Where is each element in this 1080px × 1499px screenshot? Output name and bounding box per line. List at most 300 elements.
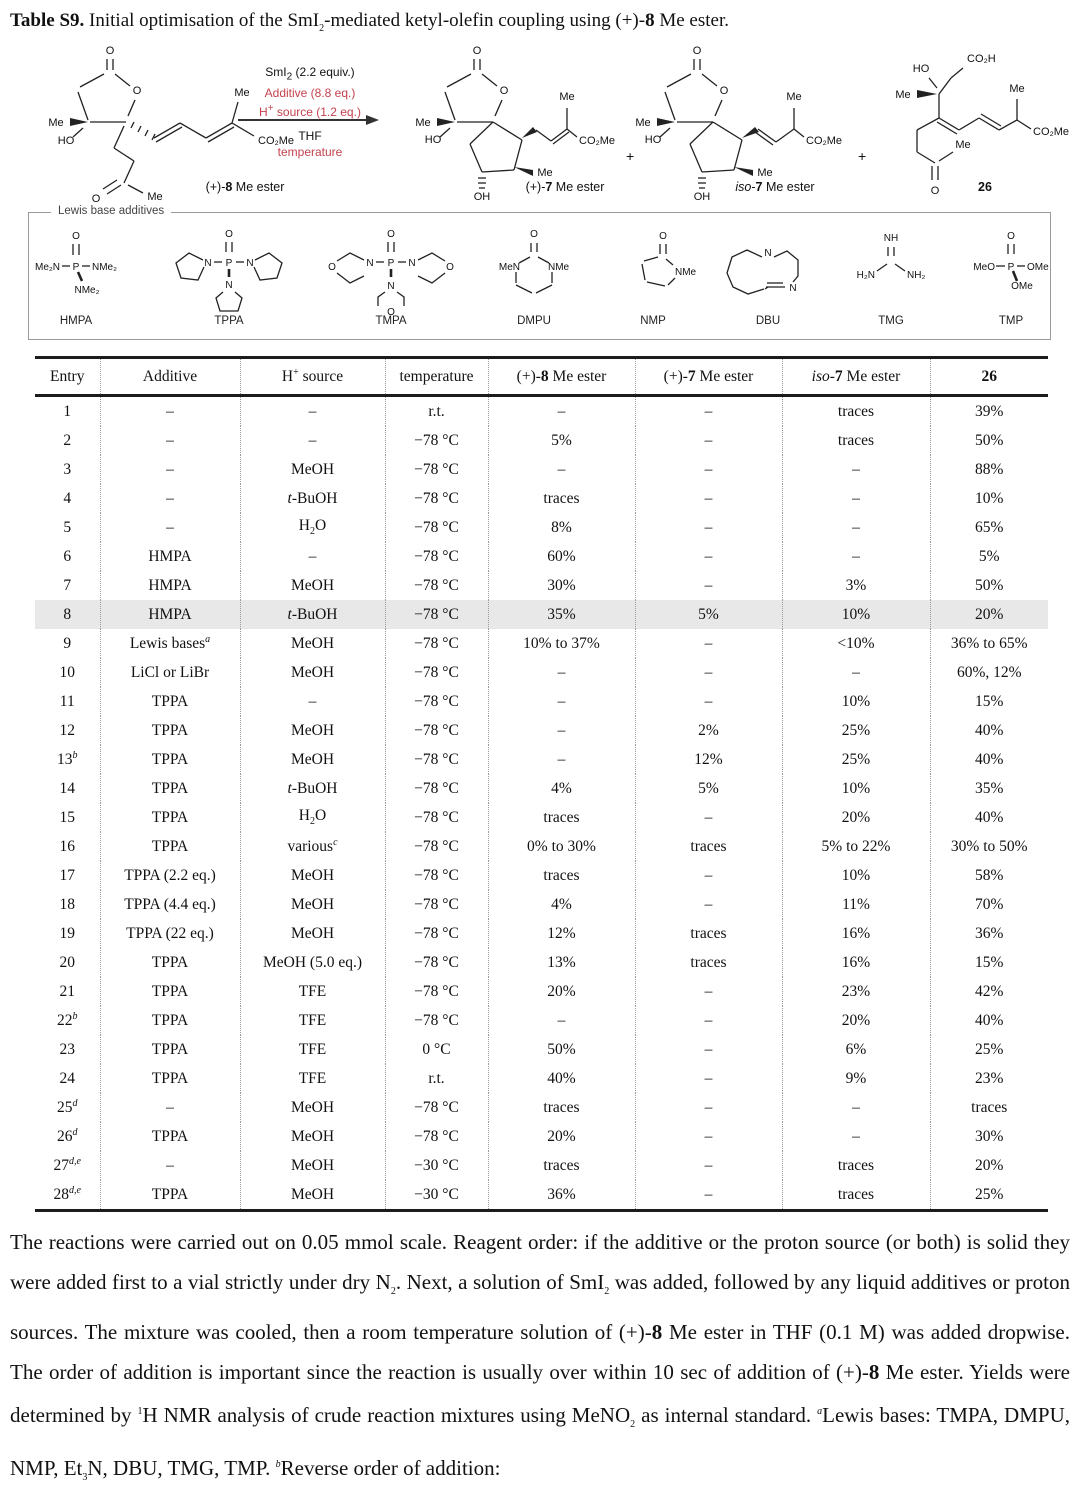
atom-label: P: [72, 262, 80, 273]
table-cell: 0% to 30%: [488, 832, 635, 861]
table-cell: –: [782, 455, 930, 484]
additive-name: TMG: [878, 315, 904, 327]
atom-label: N: [387, 281, 395, 292]
table-cell: –: [635, 1180, 782, 1211]
atom-label: O: [692, 45, 702, 57]
table-cell: –: [635, 484, 782, 513]
atom-label: N: [246, 258, 254, 269]
table-cell: 25%: [782, 716, 930, 745]
reaction-conditions-above: [225, 64, 395, 120]
table-cell: 8: [63, 605, 72, 623]
table-cell: −30 °C: [385, 1151, 488, 1180]
atom-label: O: [499, 85, 509, 97]
table-cell: –: [100, 426, 240, 455]
atom-label: O: [387, 229, 395, 240]
atom-label: Me: [757, 167, 773, 179]
table-cell: 26$^d$: [57, 1126, 78, 1146]
table-cell: 35%: [930, 774, 1048, 803]
table-cell: 40%: [930, 745, 1048, 774]
table-cell: 40%: [488, 1064, 635, 1093]
reaction-arrow: [238, 114, 380, 126]
atom-label: MeO: [973, 262, 995, 273]
table-cell: 24: [59, 1069, 75, 1087]
table-header: [35, 358, 1048, 396]
table-cell: 16%: [782, 919, 930, 948]
table-cell: −78 °C: [385, 513, 488, 542]
table-cell: –: [782, 1122, 930, 1151]
atom-label: CO₂Me: [579, 135, 616, 147]
table-cell: 50%: [930, 426, 1048, 455]
table-cell: 0 °C: [385, 1035, 488, 1064]
atom-label: CO₂H: [967, 53, 996, 65]
table-cell: traces: [635, 948, 782, 977]
table-cell: 60%: [488, 542, 635, 571]
atom-label: O: [105, 45, 115, 57]
table-cell: TPPA: [100, 803, 240, 832]
table-cell: 10%: [782, 687, 930, 716]
table-cell: 13%: [488, 948, 635, 977]
atom-label: N: [408, 258, 416, 269]
table-cell: −78 °C: [385, 919, 488, 948]
table-cell: 5% to 22%: [782, 832, 930, 861]
table-cell: 2: [63, 431, 72, 449]
column-header: Additive: [100, 358, 240, 396]
table-cell: t-BuOH: [240, 484, 385, 513]
additive-name: DBU: [755, 315, 781, 327]
table-cell: 12%: [635, 745, 782, 774]
atom-label: N: [204, 258, 212, 269]
table-cell: 3%: [782, 571, 930, 600]
table-row: [35, 890, 1048, 919]
table-row: [35, 1122, 1048, 1151]
table-row: [35, 1064, 1048, 1093]
table-cell: –: [100, 455, 240, 484]
atom-label: Me: [415, 117, 431, 129]
table-cell: 12: [59, 721, 75, 739]
table-cell: –: [488, 658, 635, 687]
table-row: [35, 861, 1048, 890]
table-row: [35, 1180, 1048, 1211]
table-cell: 2%: [635, 716, 782, 745]
table-cell: 15%: [930, 687, 1048, 716]
label-8-me-ester: (+)-8 Me ester: [205, 180, 285, 194]
table-cell: 40%: [930, 1006, 1048, 1035]
table-cell: TPPA: [100, 1122, 240, 1151]
table-cell: −78 °C: [385, 658, 488, 687]
condition-line: Additive (8.8 eq.): [264, 86, 356, 101]
atom-label: O: [472, 45, 482, 57]
table-cell: TPPA: [100, 977, 240, 1006]
additive-structures: [29, 225, 1050, 317]
table-cell: 11: [59, 692, 75, 710]
atom-label: O: [132, 85, 142, 97]
table-row: [35, 1006, 1048, 1035]
table-cell: 4%: [488, 774, 635, 803]
table-cell: –: [100, 396, 240, 427]
table-cell: 30%: [930, 1122, 1048, 1151]
table-cell: −78 °C: [385, 1093, 488, 1122]
table-cell: 1: [63, 402, 72, 420]
atom-label: Me₂N: [35, 262, 60, 273]
atom-label: NMe₂: [92, 262, 117, 273]
table-cell: –: [635, 396, 782, 427]
table-cell: 5: [63, 518, 72, 536]
table-cell: 27$^{d,e}$: [53, 1155, 81, 1175]
table-cell: −78 °C: [385, 832, 488, 861]
table-cell: 23%: [782, 977, 930, 1006]
table-cell: TPPA (2.2 eq.): [100, 861, 240, 890]
atom-label: HO: [57, 135, 75, 147]
table-cell: 8%: [488, 513, 635, 542]
header-row: [35, 358, 1048, 396]
table-cell: TFE: [240, 1064, 385, 1093]
table-cell: 16: [59, 837, 75, 855]
table-cell: 20%: [930, 1151, 1048, 1180]
table-cell: 4%: [488, 890, 635, 919]
table-row: [35, 484, 1048, 513]
table-cell: 21: [59, 982, 75, 1000]
bonds: [657, 59, 804, 188]
table-cell: various$^c$: [240, 832, 385, 861]
table-cell: –: [782, 484, 930, 513]
table-cell: MeOH: [240, 861, 385, 890]
table-cell: traces: [488, 484, 635, 513]
table-cell: −78 °C: [385, 1006, 488, 1035]
table-cell: 65%: [930, 513, 1048, 542]
table-number-label: Table S9.: [10, 10, 85, 31]
table-row: [35, 658, 1048, 687]
table-cell: MeOH: [240, 1180, 385, 1211]
table-cell: <10%: [782, 629, 930, 658]
table-cell: traces: [488, 1151, 635, 1180]
table-cell: TPPA: [100, 1006, 240, 1035]
table-cell: –: [635, 687, 782, 716]
column-header: H+ source: [240, 358, 385, 396]
table-cell: –: [100, 484, 240, 513]
table-cell: 5%: [635, 774, 782, 803]
table-cell: LiCl or LiBr: [100, 658, 240, 687]
table-cell: 17: [59, 866, 75, 884]
table-cell: –: [635, 455, 782, 484]
table-cell: 40%: [930, 716, 1048, 745]
table-cell: traces: [782, 1151, 930, 1180]
atom-label: P: [1007, 262, 1015, 273]
additive-name: TMPA: [375, 315, 407, 327]
table-cell: –: [488, 687, 635, 716]
table-cell: 25%: [930, 1035, 1048, 1064]
table-cell: 10: [59, 663, 75, 681]
table-cell: 20: [59, 953, 75, 971]
table-cell: –: [635, 658, 782, 687]
table-row: [35, 977, 1048, 1006]
label-26: 26: [978, 180, 992, 194]
table-cell: r.t.: [385, 1064, 488, 1093]
table-cell: −78 °C: [385, 745, 488, 774]
table-cell: −78 °C: [385, 687, 488, 716]
table-cell: 9%: [782, 1064, 930, 1093]
table-cell: 16%: [782, 948, 930, 977]
condition-line: THF: [298, 129, 322, 143]
table-cell: −78 °C: [385, 1122, 488, 1151]
additive-name: DMPU: [517, 315, 551, 327]
column-header: Entry: [35, 358, 100, 396]
table-cell: –: [100, 513, 240, 542]
column-header: (+)-8 Me ester: [488, 358, 635, 396]
table-cell: 36% to 65%: [930, 629, 1048, 658]
table-row: [35, 542, 1048, 571]
column-header: 26: [930, 358, 1048, 396]
table-cell: 15: [59, 808, 75, 826]
table-cell: –: [635, 629, 782, 658]
table-row: [35, 745, 1048, 774]
atom-label: HO: [424, 134, 442, 146]
table-cell: −78 °C: [385, 977, 488, 1006]
table-cell: 70%: [930, 890, 1048, 919]
atom-label: Me: [895, 89, 911, 101]
table-cell: TPPA: [100, 1064, 240, 1093]
table-cell: TFE: [240, 977, 385, 1006]
table-cell: TPPA: [100, 948, 240, 977]
table-cell: 36%: [488, 1180, 635, 1211]
table-cell: –: [635, 1151, 782, 1180]
table-cell: r.t.: [385, 396, 488, 427]
table-cell: MeOH: [240, 629, 385, 658]
table-row: [35, 774, 1048, 803]
table-cell: 20%: [782, 1006, 930, 1035]
table-cell: HMPA: [100, 571, 240, 600]
atom-label: P: [225, 258, 233, 269]
table-cell: –: [782, 1093, 930, 1122]
table-cell: traces: [930, 1093, 1048, 1122]
table-cell: 60%, 12%: [930, 658, 1048, 687]
table-cell: −78 °C: [385, 426, 488, 455]
table-cell: –: [635, 890, 782, 919]
table-cell: –: [635, 542, 782, 571]
table-cell: MeOH: [240, 716, 385, 745]
footnote-text: The reactions were carried out on 0.05 mmol scale. Reagent order: if the additive or the proton source (or both) is solid they were added first to a vial strictly under dry $N_2$. Next, a solution of SmI$_2$ was added, followed by any liquid additives or proton sources. The mixture was cooled, then a room temperature solution of (+)-8 Me ester in THF (0.1 M) was added dropwise. The order of addition is important since the reaction is usually over within 10 sec of addition of (+)-8 Me ester. Yields were determined by $^1$H NMR analysis of crude reaction mixtures using MeNO$_2$ as internal standard. $^a$Lewis bases: TMPA, DMPU, NMP, $Et_3N$, DBU, TMG, TMP. $^b$Reverse order of addition:: [10, 1230, 1070, 1484]
atom-label: Me: [48, 117, 64, 129]
table-cell: 28$^{d,e}$: [35, 1180, 100, 1211]
label-iso7-me-ester: iso-7 Me ester: [735, 180, 815, 194]
table-cell: $H_2O$: [240, 513, 385, 542]
table-cell: 9: [63, 634, 72, 652]
additive-name: TPPA: [214, 315, 244, 327]
table-cell: 5%: [488, 426, 635, 455]
table-cell: TFE: [240, 1035, 385, 1064]
atom-label: O: [91, 193, 101, 205]
plus-sign: +: [858, 148, 867, 164]
table-cell: 25$^d$: [57, 1097, 78, 1117]
atom-label: NH: [883, 233, 899, 244]
table-cell: −78 °C: [385, 455, 488, 484]
table-cell: TFE: [240, 1006, 385, 1035]
table-row: [35, 513, 1048, 542]
table-cell: 3: [63, 460, 72, 478]
table-cell: −78 °C: [385, 571, 488, 600]
condition-line: temperature: [277, 145, 343, 159]
column-header: temperature: [385, 358, 488, 396]
table-cell: 6%: [782, 1035, 930, 1064]
table-cell: t-BuOH: [240, 774, 385, 803]
table-cell: MeOH: [240, 1093, 385, 1122]
table-cell: traces: [488, 1093, 635, 1122]
table-cell: traces: [488, 861, 635, 890]
table-cell: MeOH: [240, 571, 385, 600]
table-cell: MeOH: [240, 658, 385, 687]
table-cell: TPPA: [100, 774, 240, 803]
atom-label: O: [328, 262, 336, 273]
additive-name: TMP: [998, 315, 1024, 327]
additive-name: HMPA: [59, 315, 93, 327]
page-title: [10, 8, 1070, 42]
table-cell: –: [488, 745, 635, 774]
atom-label: NMe: [675, 267, 697, 278]
table-cell: –: [635, 861, 782, 890]
table-row: [35, 600, 1048, 629]
atom-label: Me: [537, 167, 553, 179]
atom-label: Me: [955, 139, 971, 151]
table-cell: –: [100, 1151, 240, 1180]
atom-label: Me: [234, 87, 250, 99]
atom-label: Me: [1009, 83, 1025, 95]
table-cell: 4: [63, 489, 72, 507]
table-cell: 42%: [930, 977, 1048, 1006]
table-cell: 58%: [930, 861, 1048, 890]
table-cell: 14: [59, 779, 75, 797]
table-cell: 50%: [930, 571, 1048, 600]
table-cell: 35%: [488, 600, 635, 629]
condition-line: H+ source (1.2 eq.): [259, 103, 361, 120]
atom-label: OH: [693, 191, 711, 203]
table-cell: MeOH (5.0 eq.): [240, 948, 385, 977]
table-cell: traces: [488, 803, 635, 832]
table-body: [35, 396, 1048, 1211]
results-table: [35, 356, 1048, 1212]
table-cell: 39%: [930, 396, 1048, 427]
atom-label: HO: [912, 63, 930, 75]
atom-label: OH: [473, 191, 491, 203]
table-cell: −78 °C: [385, 629, 488, 658]
table-row: [35, 803, 1048, 832]
table-row: [35, 919, 1048, 948]
table-row: [35, 426, 1048, 455]
atom-label: N: [366, 258, 374, 269]
table-row: [35, 571, 1048, 600]
table-cell: 19: [59, 924, 75, 942]
table-title-text: Initial optimisation of the SmI$_2$-mediated ketyl-olefin coupling using (+)-8 Me ester.: [84, 10, 729, 34]
table-cell: 18: [59, 895, 75, 913]
table-cell: traces: [635, 832, 782, 861]
table-cell: −78 °C: [385, 542, 488, 571]
table-cell: –: [635, 1006, 782, 1035]
atom-label: O: [930, 185, 940, 197]
table-cell: –: [635, 571, 782, 600]
atom-label: CO₂Me: [258, 135, 295, 147]
table-cell: 30%: [488, 571, 635, 600]
atom-label: Me: [147, 191, 163, 203]
table-cell: MeOH: [240, 745, 385, 774]
table-cell: −78 °C: [385, 890, 488, 919]
condition-line: SmI$_2$ (2.2 equiv.): [265, 65, 355, 83]
table-cell: 25%: [930, 1180, 1048, 1211]
atom-label: NMe: [548, 262, 570, 273]
table-cell: –: [240, 542, 385, 571]
atom-label: O: [719, 85, 729, 97]
table-cell: TPPA (22 eq.): [100, 919, 240, 948]
table-cell: 13$^b$: [57, 749, 78, 769]
table-cell: 6: [63, 547, 72, 565]
table-row: [35, 716, 1048, 745]
table-cell: −78 °C: [385, 484, 488, 513]
table-cell: MeOH: [240, 455, 385, 484]
table-cell: TPPA: [100, 687, 240, 716]
table-cell: MeOH: [240, 919, 385, 948]
atom-label: HO: [644, 134, 662, 146]
atom-label: Me: [786, 91, 802, 103]
table-cell: 7: [63, 576, 72, 594]
table-cell: 20%: [782, 803, 930, 832]
table-row: [35, 948, 1048, 977]
table-row: [35, 629, 1048, 658]
table-cell: −78 °C: [385, 803, 488, 832]
atom-label: O: [225, 229, 233, 240]
table-row: [35, 832, 1048, 861]
table-cell: 50%: [488, 1035, 635, 1064]
reaction-conditions-below: [225, 128, 395, 160]
table-row: [35, 1093, 1048, 1122]
table-cell: 15%: [930, 948, 1048, 977]
atom-label: H₂N: [856, 270, 875, 281]
table-cell: –: [635, 1035, 782, 1064]
table-cell: –: [635, 977, 782, 1006]
plus-sign: +: [626, 148, 635, 164]
atom-label: Me: [559, 91, 575, 103]
table-cell: 36%: [930, 919, 1048, 948]
table-cell: 20%: [488, 1122, 635, 1151]
column-header: iso-7 Me ester: [782, 358, 930, 396]
table-cell: 10%: [782, 861, 930, 890]
table-cell: TPPA: [100, 716, 240, 745]
table-cell: TPPA: [100, 1180, 240, 1211]
table-cell: −30 °C: [385, 1180, 488, 1211]
bonds: [437, 59, 577, 188]
table-cell: –: [240, 396, 385, 427]
table-row: [35, 396, 1048, 427]
atom-label: Me: [635, 117, 651, 129]
table-cell: 20%: [488, 977, 635, 1006]
additive-name: NMP: [640, 315, 666, 327]
table-cell: MeOH: [240, 1122, 385, 1151]
table-cell: –: [488, 396, 635, 427]
lewis-base-additives-box: [28, 205, 1051, 340]
bonds: [62, 242, 1025, 311]
table-row: [35, 1035, 1048, 1064]
table-cell: MeOH: [240, 1151, 385, 1180]
table-cell: 30% to 50%: [930, 832, 1048, 861]
table-cell: –: [635, 1093, 782, 1122]
atom-label: N: [225, 280, 233, 291]
table-cell: 88%: [930, 455, 1048, 484]
table-cell: −78 °C: [385, 716, 488, 745]
table-row: [35, 687, 1048, 716]
table-cell: 5%: [635, 600, 782, 629]
atom-label: MeN: [498, 262, 520, 273]
atom-label: NMe₂: [74, 285, 100, 296]
atom-label: O: [72, 231, 80, 242]
table-cell: –: [100, 1093, 240, 1122]
atom-label: CO₂Me: [806, 135, 843, 147]
table-cell: 10%: [782, 600, 930, 629]
